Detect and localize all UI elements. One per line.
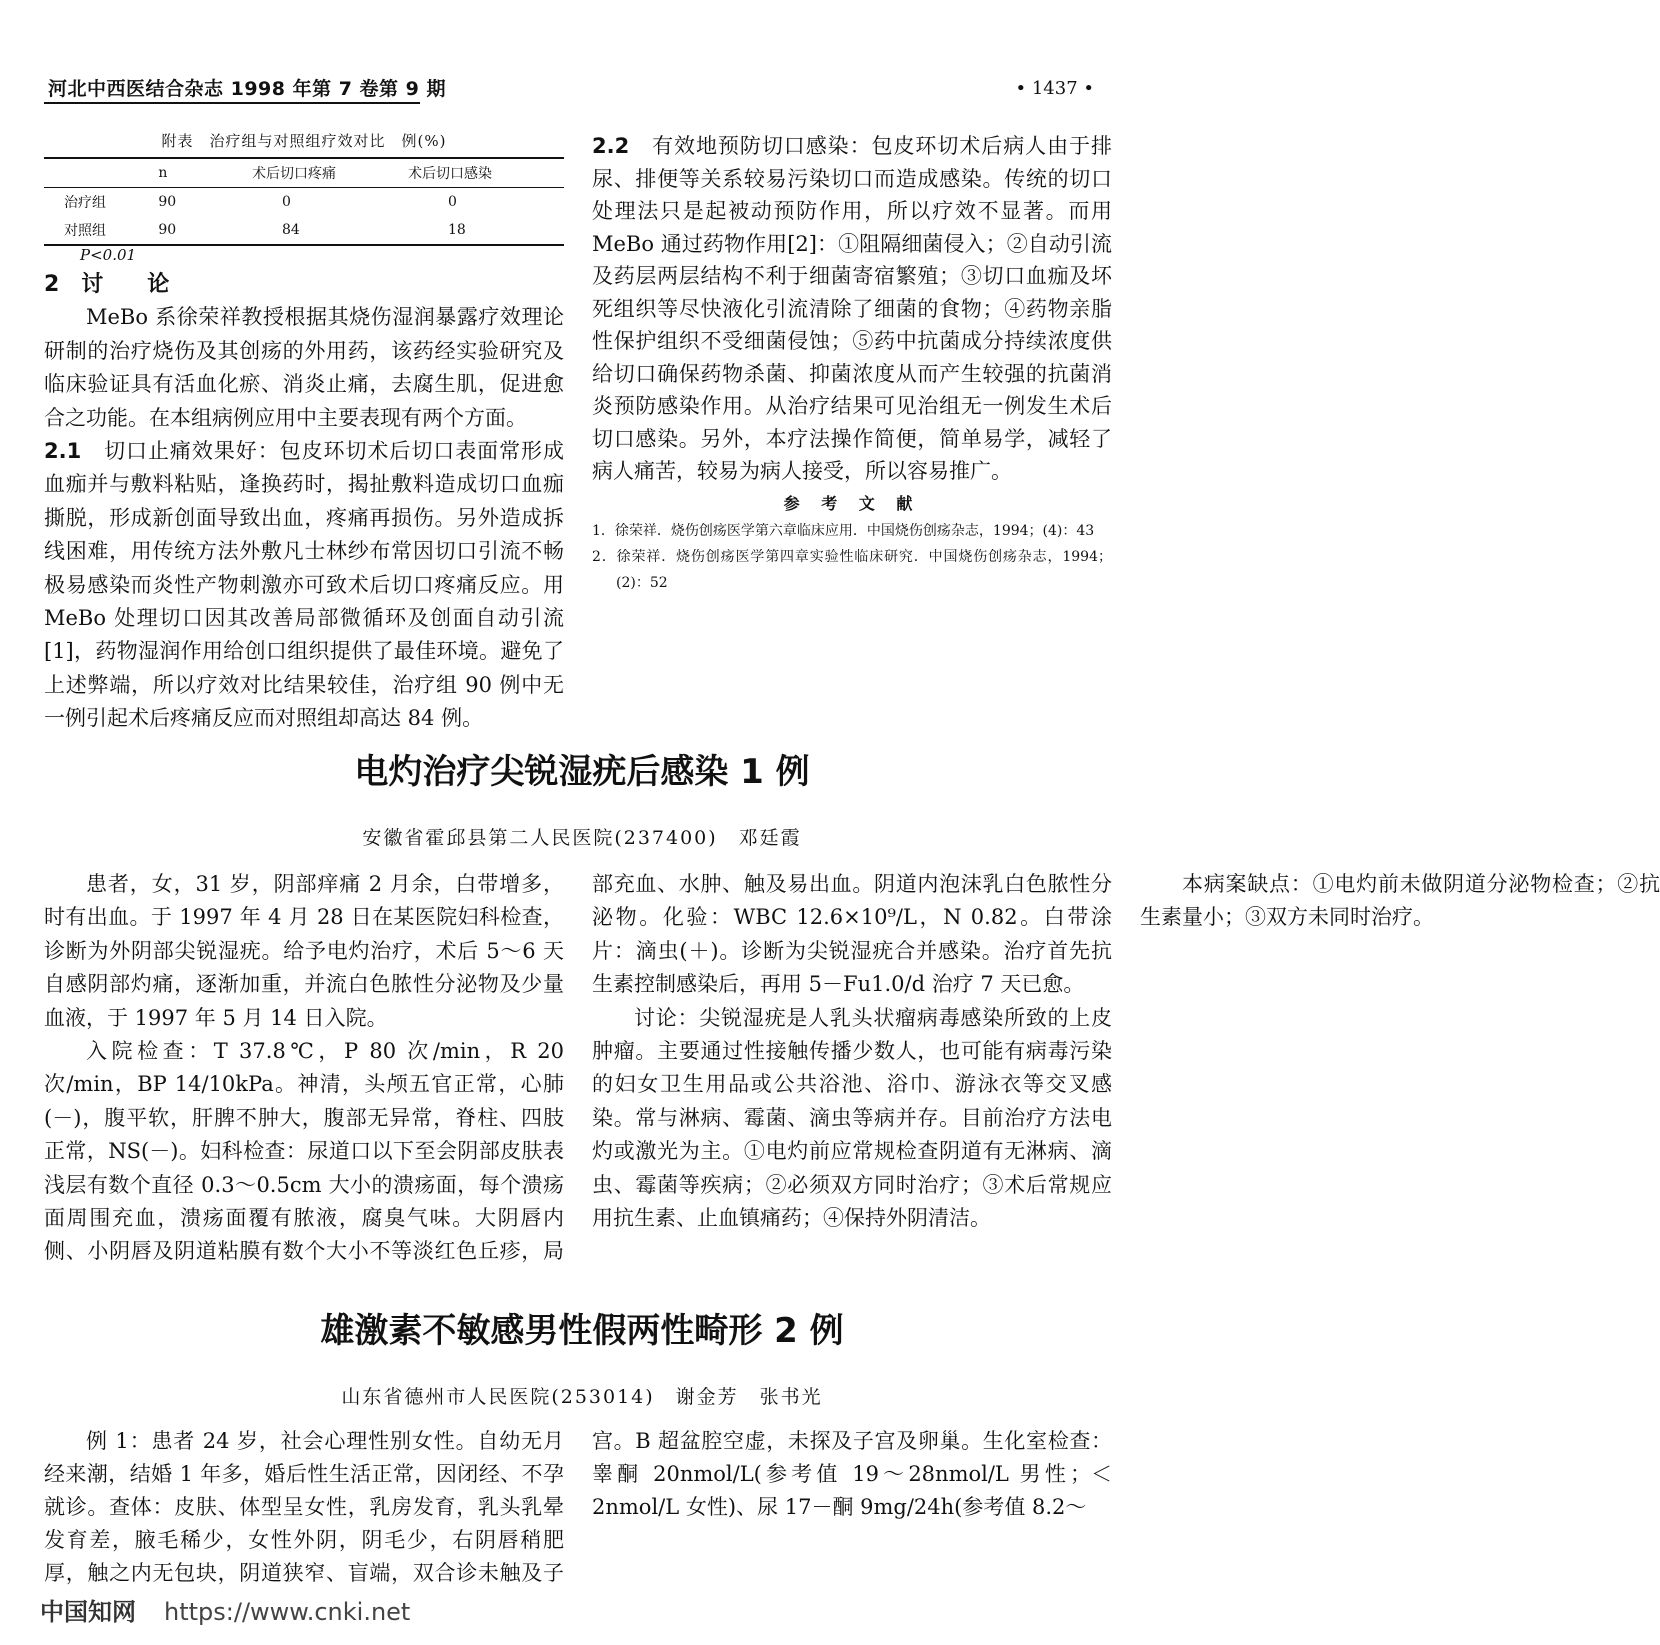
table-cell: 90 [158, 222, 177, 238]
cnki-logo: 中国知网 [40, 1598, 136, 1626]
article1-left-column [44, 268, 564, 736]
section-heading: 2 讨 论 [44, 272, 170, 297]
journal-header: 河北中西医结合杂志 1998 年第 7 卷第 9 期 [48, 78, 447, 100]
references-list [592, 518, 1112, 596]
table-header-cell: n [158, 165, 168, 181]
section-2-2-text: 有效地预防切口感染：包皮环切术后病人由于排尿、排便等关系较易污染切口而造成感染。传统的切口处理法只是起被动预防作用，所以疗效不显著。而用 MeBo 通过药物作用[2]：①阻隔细菌侵入；②自动引流及药层两层结构不利于细菌寄宿繁殖；③切口血痂及坏死组织等尽快液化引流清除了细菌的食物；④药物亲脂性保护组织不受细菌侵蚀；⑤药中抗菌成分持续浓度供给切口确保药物杀菌、抑菌浓度从而产生较强的抗菌消炎预防感染作用。从治疗结果可见治组无一例发生术后切口感染。另外，本疗法操作简便，简单易学，减轻了病人痛苦，较易为病人接受，所以容易推广。 [592, 134, 1112, 483]
references-title: 参 考 文 献 [783, 493, 921, 513]
table-header-cell: 术后切口疼痛 [251, 166, 336, 182]
table-row [44, 216, 564, 245]
article3-body [44, 1425, 1112, 1593]
table-note: P<0.01 [80, 246, 137, 264]
table-row [44, 188, 564, 217]
table-cell: 0 [447, 194, 457, 210]
article2-title: 电灼治疗尖锐湿疣后感染 1 例 [354, 752, 810, 792]
article2-paragraph: 讨论：尖锐湿疣是人乳头状瘤病毒感染所致的上皮肿瘤。主要通过性接触传播少数人，也可能有病毒污染的妇女卫生用品或公共浴池、浴巾、游泳衣等交叉感染。常与淋病、霉菌、滴虫等病并存。目前治疗方法电灼或激光为主。①电灼前应常规检查阴道有无淋病、滴虫、霉菌等疾病；②必须双方同时治疗；③术后常规应用抗生素、止血镇痛药；④保持外阴清洁。 [592, 1005, 1112, 1231]
article2-paragraph: 患者，女，31 岁，阴部痒痛 2 月余，白带增多，时有出血。于 1997 年 4 月 28 日在某医院妇科检查，诊断为外阴部尖锐湿疣。给予电灼治疗，术后 5～6 天自感阴部灼痛，逐渐加重，并流白色脓性分泌物及少量血液，于 1997 年 5 月 14 日入院。 [44, 872, 564, 1030]
table-header-cell [44, 158, 158, 188]
table-cell: 84 [281, 222, 300, 238]
section-2-1-label: 2.1 [44, 439, 82, 464]
section-2-1 [44, 435, 564, 736]
footer-watermark [40, 1592, 410, 1627]
article3-paragraph: 例 1：患者 24 岁，社会心理性别女性。自幼无月经来潮，结婚 1 年多，婚后性生活正常，因闭经、不孕就诊。查体：皮肤、体型呈女性，乳房发育，乳头乳晕发育差，腋毛稀少，女性外阴，阴毛少，右阴唇稍肥厚，触之内无包块，阴道狭窄、盲端，双合诊未触及子宫。B 超盆腔空虚，未探及子宫及卵巢。生化室检查：睾酮 20nmol/L(参考值 19～28nmol/L 男性；＜2nmol/L 女性)、尿 17－酮 9mg/24h(参考值 8.2～ [44, 1429, 1112, 1585]
table-header-row [44, 158, 564, 188]
table-header-cell: 术后切口感染 [407, 166, 492, 182]
reference-item: 1．徐荣祥．烧伤创疡医学第六章临床应用．中国烧伤创疡杂志，1994；(4)：43 [592, 522, 1095, 539]
article2-paragraph: 入院检查：T 37.8℃，P 80 次/min，R 20 次/min，BP 14/10kPa。神清，头颅五官正常，心肺(－)，腹平软，肝脾不肿大，腹部无异常，脊柱、四肢正常，NS(－)。妇科检查：尿道口以下至会阴部皮肤表浅层有数个直径 0.3～0.5cm 大小的溃疡面，每个溃疡面周围充血，溃疡面覆有脓液，腐臭气味。大阴唇内侧、小阴唇及阴道粘膜有数个大小不等淡红色丘疹，局部充血、水肿、触及易出血。阴道内泡沫乳白色脓性分泌物。化验：WBC 12.6×10⁹/L，N 0.82。白带涂片：滴虫(＋)。诊断为尖锐湿疣合并感染。治疗首先抗生素控制感染后，再用 5－Fu1.0/d 治疗 7 天已愈。 [44, 872, 1112, 1264]
discussion-intro: MeBo 系徐荣祥教授根据其烧伤湿润暴露疗效理论研制的治疗烧伤及其创疡的外用药，该药经实验研究及临床验证具有活血化瘀、消炎止痛，去腐生肌，促进愈合之功能。在本组病例应用中主要表现有两个方面。 [44, 305, 564, 430]
section-2-2-label: 2.2 [592, 134, 630, 158]
table-cell: 90 [158, 194, 177, 210]
article3-title: 雄激素不敏感男性假两性畸形 2 例 [320, 1311, 844, 1351]
table-cell: 对照组 [64, 223, 106, 239]
section-2-2 [592, 130, 1112, 488]
section-2-1-text: 切口止痛效果好：包皮环切术后切口表面常形成血痂并与敷料粘贴，逢换药时，揭扯敷料造成切口血痂撕脱，形成新创面导致出血，疼痛再损伤。另外造成拆线困难，用传统方法外敷凡士林纱布常因切口引流不畅极易感染而炎性产物刺激亦可致术后切口疼痛反应。用 MeBo 处理切口因其改善局部微循环及创面自动引流[1]，药物湿润作用给创口组织提供了最佳环境。避免了上述弊端，所以疗效对比结果较佳，治疗组 90 例中无一例引起术后疼痛反应而对照组却高达 84 例。 [44, 439, 564, 731]
header-rule [44, 102, 420, 104]
article1-right-column [592, 130, 1112, 596]
results-table [44, 157, 564, 246]
article3-affiliation: 山东省德州市人民医院(253014) 谢金芳 张书光 [341, 1386, 823, 1408]
table-caption: 附表 治疗组与对照组疗效对比 例(%) [161, 132, 447, 150]
article2-paragraph: 本病案缺点：①电灼前未做阴道分泌物检查；②抗生素量小；③双方未同时治疗。 [1140, 872, 1660, 930]
table-cell: 治疗组 [64, 195, 106, 211]
page-number: • 1437 • [1015, 78, 1094, 99]
article2-body [44, 868, 1660, 1288]
table-cell: 18 [447, 222, 466, 238]
article2-affiliation: 安徽省霍邱县第二人民医院(237400) 邓廷霞 [362, 827, 802, 849]
table-cell: 0 [281, 194, 291, 210]
reference-item: 2．徐荣祥．烧伤创疡医学第四章实验性临床研究．中国烧伤创疡杂志，1994；(2)：52 [592, 548, 1112, 591]
cnki-url[interactable]: https://www.cnki.net [164, 1598, 411, 1626]
